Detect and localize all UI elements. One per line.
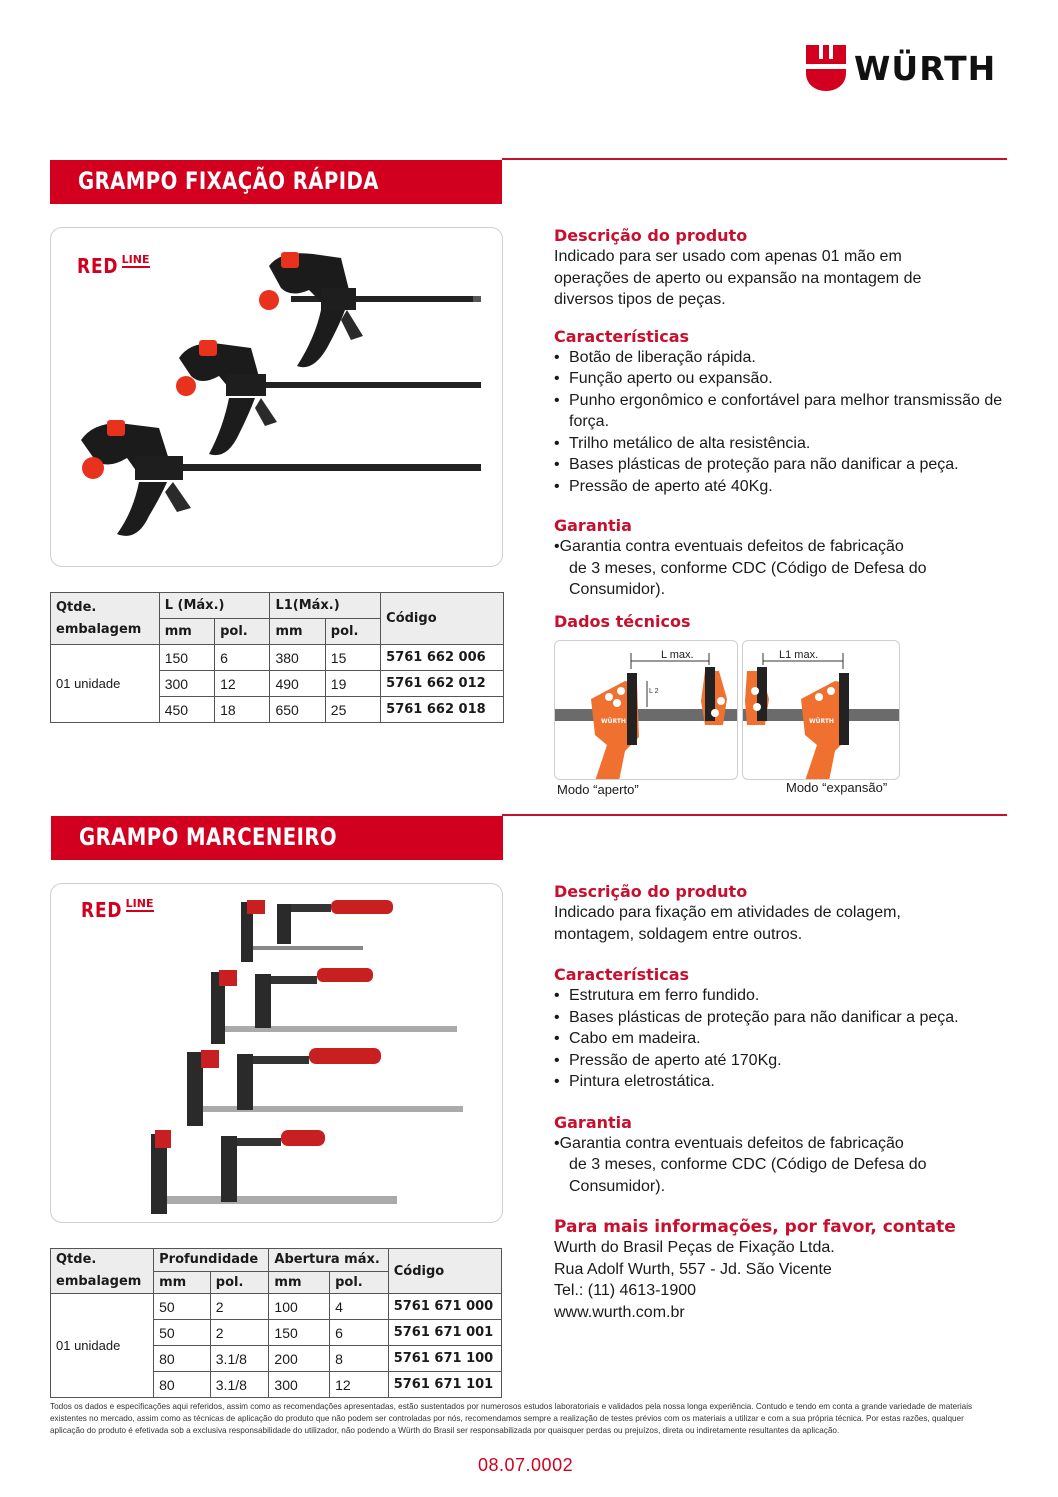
features-list — [554, 347, 1014, 498]
tech-heading: Dados técnicos — [554, 611, 691, 631]
cell: 300 — [159, 671, 214, 697]
list-item: • Função aperto ou expansão. — [554, 368, 1014, 390]
table-row — [51, 1294, 502, 1320]
l1-max-label: L1 max. — [779, 649, 819, 661]
l-dim-label: L 2 — [649, 688, 659, 695]
cell: 450 — [159, 697, 214, 723]
tech-diagram-aperto — [554, 640, 738, 780]
table-subheader-mm: mm — [269, 1271, 330, 1294]
features-heading: Características — [554, 326, 690, 346]
l-max-label: L max. — [661, 649, 694, 661]
disclaimer-text: Todos os dados e especificações aqui referidos, assim como as recomendações apresentadas, estão sustentados por numerosos estudos laboratoriais e validados pela nossa longa experiência. Contudo e tendo em conta a grande variedade de materiais existentes no mercado, assim como as técnicas de aplicação do produto que não podem ser controladas por nós, recomendamos sempre a realização de testes prévios com os materiais a utilizar e com a sua própria técnica. Por estas razões, qualquer aplicação do produto é efetivada sob a exclusiva responsabilidade do utilizador, não podendo a Würth do Brasil ser responsabilizada por quaisquer perdas ou prejuízos, direta ou indiretamente resultantes da aplicação. — [50, 1402, 973, 1435]
description-heading: Descrição do produto — [554, 226, 748, 245]
table-header-l: L (Máx.) — [159, 593, 270, 619]
list-item: • Pressão de aperto até 170Kg. — [554, 1050, 1014, 1072]
list-item: • Pintura eletrostática. — [554, 1071, 1014, 1093]
section2-product-image — [50, 883, 503, 1223]
cell: 6 — [215, 645, 270, 671]
warranty-text: Garantia contra eventuais defeitos de fabricação — [559, 538, 904, 555]
cell: 200 — [269, 1346, 330, 1372]
list-item: • Trilho metálico de alta resistência. — [554, 433, 1014, 455]
qty-cell: 01 unidade — [51, 645, 160, 723]
list-item: • Punho ergonômico e confortável para melhor transmissão de força. — [554, 390, 1014, 433]
tech-diagram-expansao — [742, 640, 900, 780]
cell: 50 — [154, 1320, 211, 1346]
badge-line-text: LINE — [125, 897, 154, 910]
cell: 12 — [215, 671, 270, 697]
badge-line-text: LINE — [121, 253, 150, 266]
description-text: Indicado para ser usado com apenas 01 mão em operações de aperto ou expansão na montagem de diversos tipos de peças. — [554, 248, 922, 308]
list-item: • Pressão de aperto até 40Kg. — [554, 476, 1014, 498]
badge-red-text: RED — [77, 254, 119, 278]
table-header-depth: Profundidade — [154, 1249, 269, 1272]
cell: 6 — [330, 1320, 389, 1346]
description-heading: Descrição do produto — [554, 882, 748, 901]
features-list — [554, 985, 1014, 1093]
table-header-l1: L1(Máx.) — [270, 593, 381, 619]
product-code: 5761 662 018 — [381, 697, 504, 723]
table-header-opening: Abertura máx. — [269, 1249, 388, 1272]
cell: 12 — [330, 1372, 389, 1398]
contact-company: Wurth do Brasil Peças de Fixação Ltda. — [554, 1239, 835, 1256]
table-subheader-pol: pol. — [325, 619, 380, 645]
wurth-logo — [806, 44, 1011, 92]
list-item: • Bases plásticas de proteção para não danificar a peça. — [554, 454, 1014, 476]
cell: 4 — [330, 1294, 389, 1320]
cell: 380 — [270, 645, 325, 671]
table-header-qty: Qtde. embalagem — [51, 1249, 154, 1294]
cell: 150 — [159, 645, 214, 671]
tech-brand-text: WÜRTH — [601, 718, 626, 725]
section1-product-image — [50, 227, 503, 567]
section1-spec-table — [50, 592, 504, 723]
product-code: 5761 671 000 — [388, 1294, 501, 1320]
section2-header — [51, 816, 503, 860]
contact-address: Rua Adolf Wurth, 557 - Jd. São Vicente — [554, 1260, 832, 1278]
section1-title: GRAMPO FIXAÇÃO RÁPIDA — [78, 167, 379, 195]
warranty-line2: de 3 meses, conforme CDC (Código de Defesa do Consumidor). — [569, 559, 927, 598]
table-row — [51, 645, 504, 671]
section2-title: GRAMPO MARCENEIRO — [79, 823, 338, 851]
qty-cell: 01 unidade — [51, 1294, 154, 1398]
section1-rule — [502, 158, 1007, 160]
table-subheader-mm: mm — [159, 619, 214, 645]
contact-website[interactable]: www.wurth.com.br — [554, 1303, 685, 1321]
table-subheader-pol: pol. — [210, 1271, 269, 1294]
warranty-text: Garantia contra eventuais defeitos de fabricação — [559, 1134, 904, 1152]
f-clamp-photo — [51, 884, 503, 1223]
cell: 490 — [270, 671, 325, 697]
caption-aperto: Modo “aperto” — [557, 782, 639, 797]
cell: 300 — [269, 1372, 330, 1398]
page-code: 08.07.0002 — [478, 1455, 574, 1475]
section1-header — [50, 160, 502, 204]
cell: 650 — [270, 697, 325, 723]
warranty-line2: de 3 meses, conforme CDC (Código de Defesa do Consumidor). — [569, 1156, 927, 1195]
product-code: 5761 671 001 — [388, 1320, 501, 1346]
badge-red-text: RED — [81, 898, 123, 922]
table-subheader-pol: pol. — [330, 1271, 389, 1294]
list-item: • Cabo em madeira. — [554, 1028, 1014, 1050]
warranty-heading: Garantia — [554, 1112, 632, 1132]
table-header-code: Código — [388, 1249, 501, 1294]
table-subheader-mm: mm — [154, 1271, 211, 1294]
table-subheader-pol: pol. — [215, 619, 270, 645]
cell: 8 — [330, 1346, 389, 1372]
product-code: 5761 671 100 — [388, 1346, 501, 1372]
caption-expansao: Modo “expansão” — [786, 780, 888, 795]
description-text: Indicado para fixação em atividades de colagem, montagem, soldagem entre outros. — [554, 904, 901, 943]
tech-expansao-drawing — [743, 641, 900, 780]
section2-rule — [502, 814, 1007, 816]
cell: 150 — [269, 1320, 330, 1346]
product-code: 5761 671 101 — [388, 1372, 501, 1398]
warranty-line1: •Garantia contra eventuais defeitos de fabricação — [554, 1134, 904, 1152]
cell: 19 — [325, 671, 380, 697]
product-code: 5761 662 012 — [381, 671, 504, 697]
list-item: • Bases plásticas de proteção para não danificar a peça. — [554, 1007, 1014, 1029]
warranty-heading: Garantia — [554, 516, 632, 535]
table-header-qty: Qtde. embalagem — [51, 593, 160, 645]
features-heading: Características — [554, 965, 690, 984]
cell: 15 — [325, 645, 380, 671]
list-item: • Botão de liberação rápida. — [554, 347, 1014, 369]
section2-description — [554, 882, 1014, 1323]
cell: 50 — [154, 1294, 211, 1320]
cell: 18 — [215, 697, 270, 723]
contact-heading: Para mais informações, por favor, contate — [554, 1217, 956, 1237]
list-item: • Estrutura em ferro fundido. — [554, 985, 1014, 1007]
section1-description — [554, 226, 1014, 632]
contact-phone: Tel.: (11) 4613-1900 — [554, 1282, 697, 1299]
cell: 2 — [210, 1294, 269, 1320]
cell: 100 — [269, 1294, 330, 1320]
table-header-code: Código — [381, 593, 504, 645]
cell: 80 — [154, 1346, 211, 1372]
table-subheader-mm: mm — [270, 619, 325, 645]
cell: 3.1/8 — [210, 1372, 269, 1398]
warranty-line1: •Garantia contra eventuais defeitos de fabricação — [554, 538, 904, 555]
cell: 25 — [325, 697, 380, 723]
cell: 2 — [210, 1320, 269, 1346]
brand-name: WÜRTH — [854, 48, 997, 88]
tech-aperto-drawing — [555, 641, 738, 780]
quick-clamp-photo — [51, 228, 503, 567]
cell: 80 — [154, 1372, 211, 1398]
section2-spec-table — [50, 1248, 502, 1398]
product-code: 5761 662 006 — [381, 645, 504, 671]
wurth-logo-icon — [806, 45, 846, 91]
cell: 3.1/8 — [210, 1346, 269, 1372]
tech-brand-text: WÜRTH — [809, 718, 834, 725]
